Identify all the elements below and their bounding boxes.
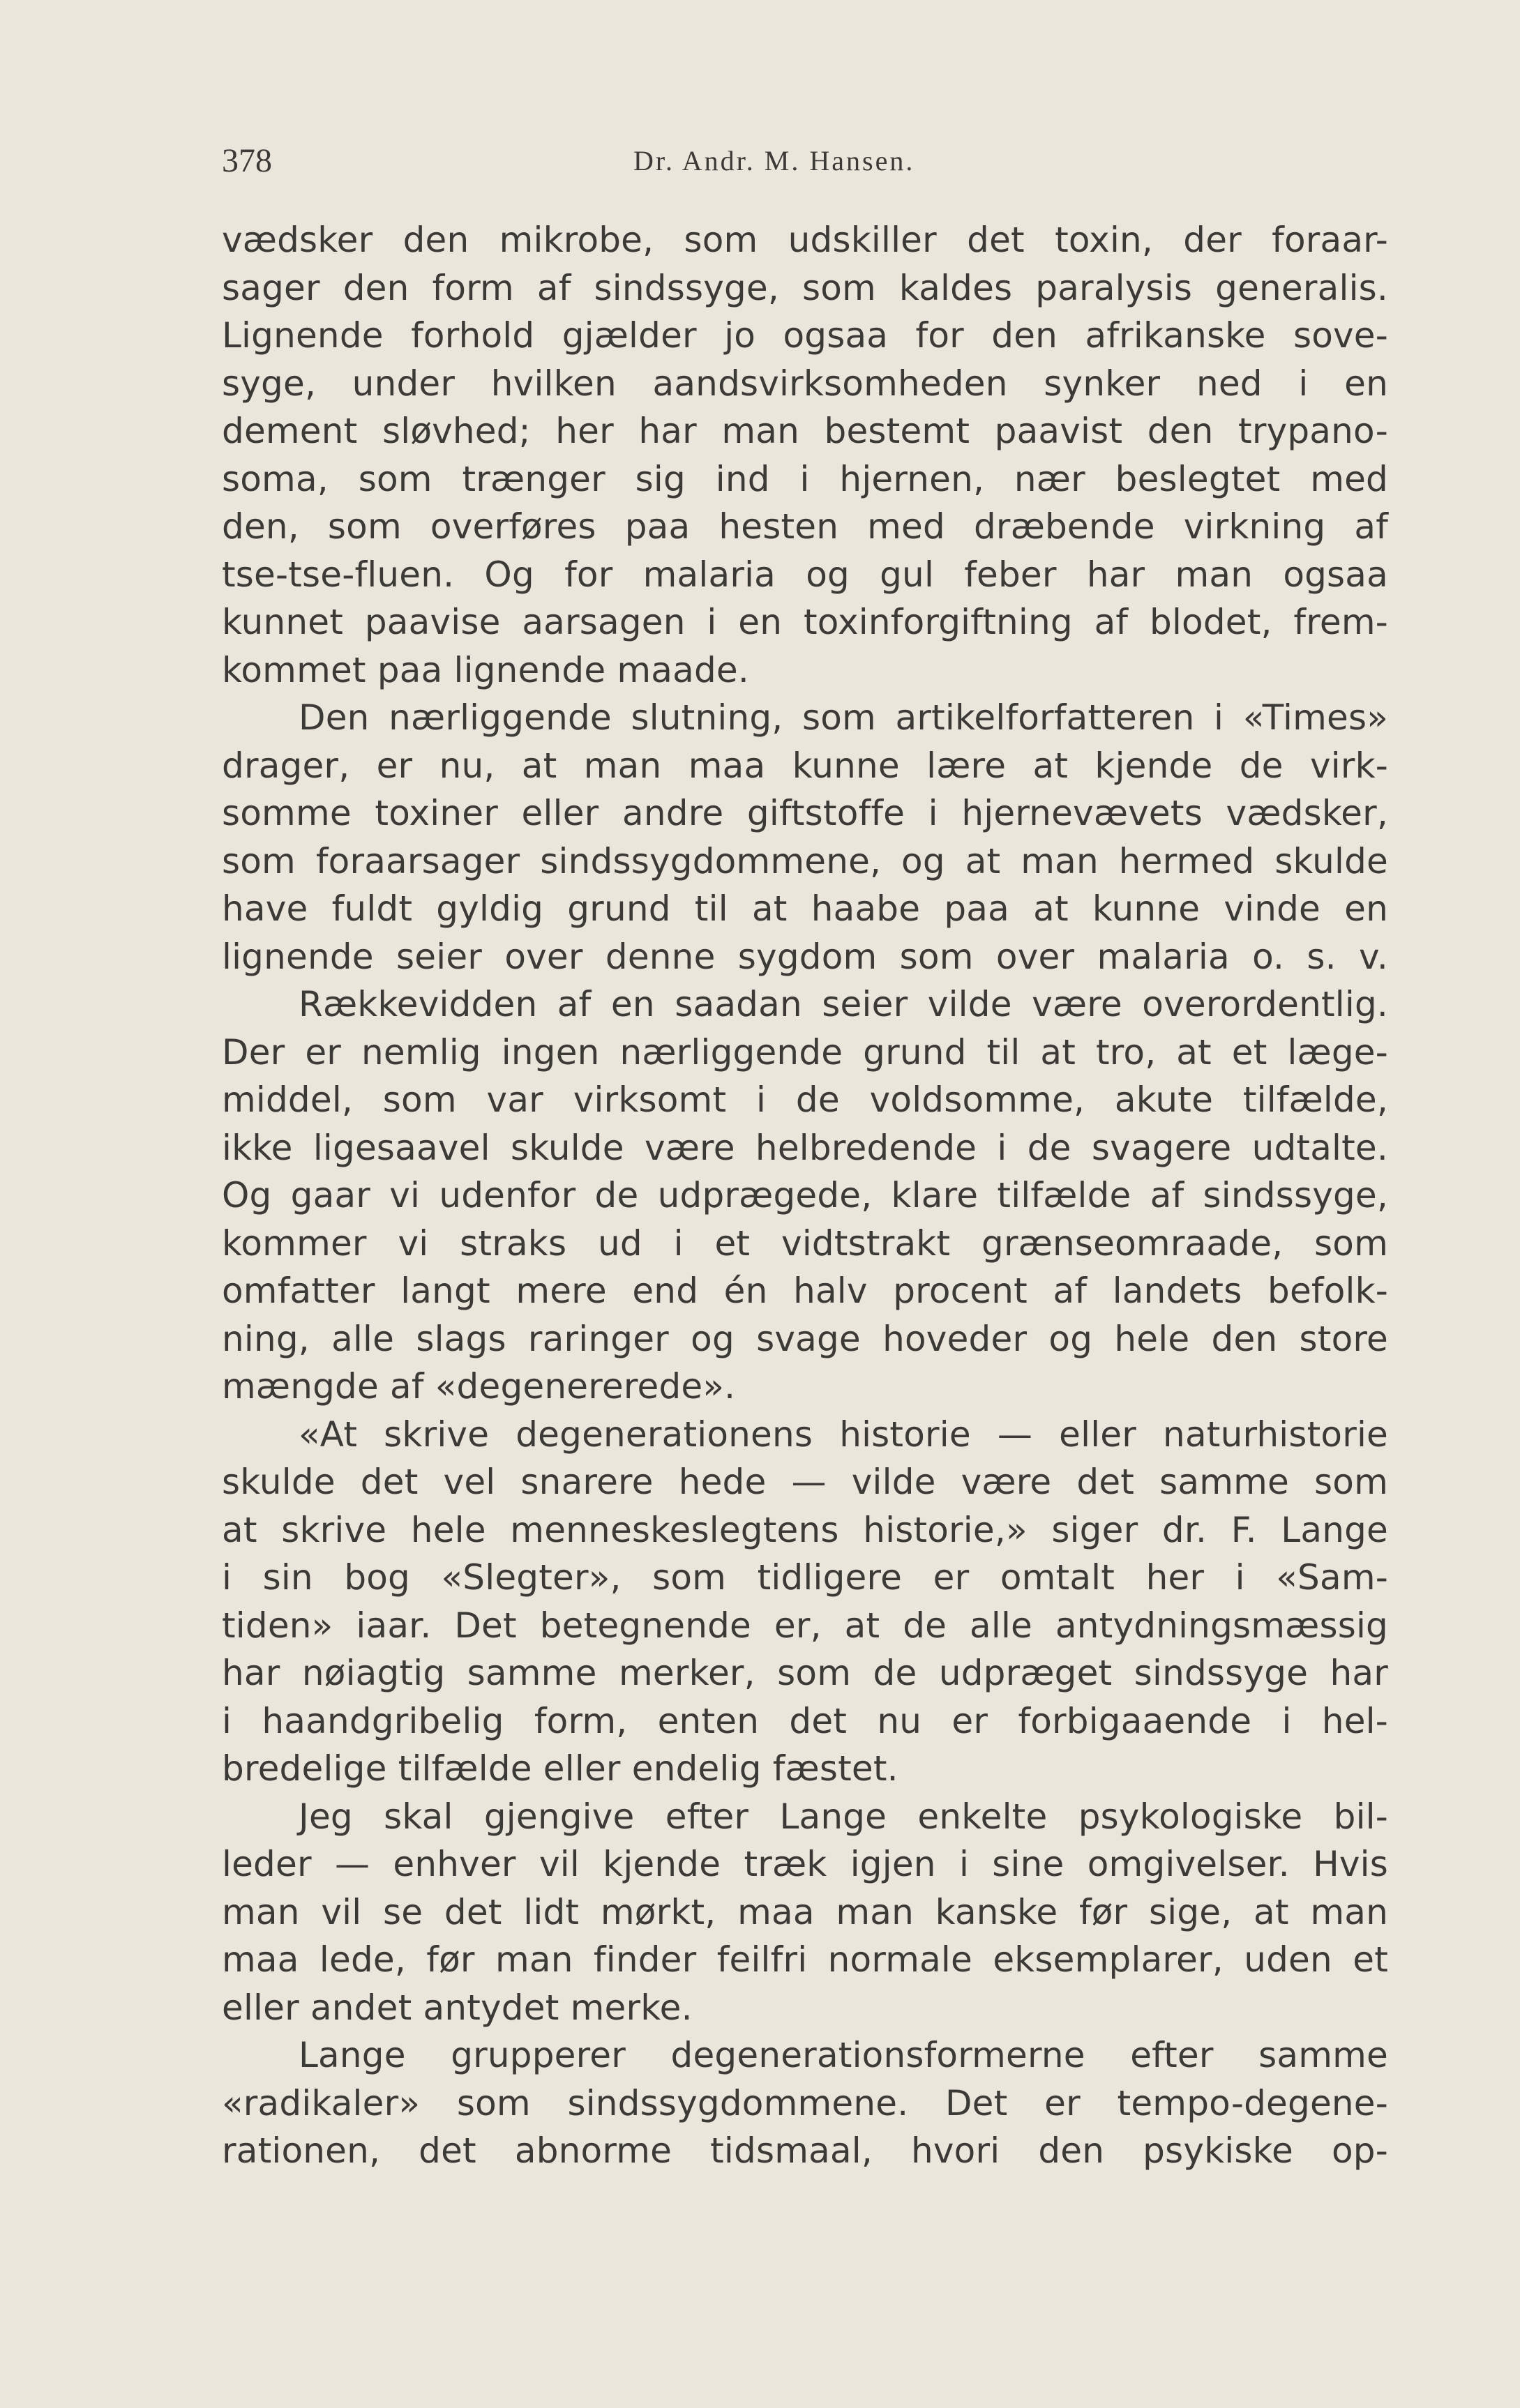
text-line: Og gaar vi udenfor de udprægede, klare tilfælde af sindssyge, [222, 1175, 1388, 1216]
text-line: middel, som var virksomt i de voldsomme, akute tilfælde, [222, 1080, 1388, 1120]
text-line: have fuldt gyldig grund til at haabe paa at kunne vinde en [222, 888, 1388, 929]
text-line: dement sløvhed; her har man bestemt paavist den trypano- [222, 411, 1388, 451]
text-line: eller andet antydet merke. [222, 1987, 693, 2028]
text-line: Lange grupperer degenerationsformerne efter samme [299, 2035, 1388, 2075]
text-line: Jeg skal gjengive efter Lange enkelte psykologiske bil- [299, 1796, 1388, 1837]
text-line: «radikaler» som sindssygdommene. Det er tempo-degene- [222, 2082, 1388, 2123]
text-line: ning, alle slags raringer og svage hoveder og hele den store [222, 1318, 1388, 1359]
text-line: sager den form af sindssyge, som kaldes paralysis generalis. [222, 267, 1388, 308]
text-line: skulde det vel snarere hede — vilde være det samme som [222, 1462, 1388, 1502]
text-line: den, som overføres paa hesten med dræbende virkning af [222, 506, 1388, 547]
text-line: kommer vi straks ud i et vidtstrakt grænseomraade, som [222, 1222, 1388, 1264]
text-line: i haandgribelig form, enten det nu er forbigaaende i hel- [222, 1700, 1388, 1741]
text-line: omfatter langt mere end én halv procent af landets befolk- [222, 1271, 1388, 1311]
text-line: Der er nemlig ingen nærliggende grund til at tro, at et læge- [222, 1031, 1388, 1073]
text-line: ikke ligesaavel skulde være helbredende i de svagere udtalte. [222, 1127, 1388, 1168]
text-line: har nøiagtig samme merker, som de udpræget sindssyge har [222, 1653, 1388, 1693]
text-line: somme toxiner eller andre giftstoffe i hjernevævets vædsker, [222, 793, 1388, 833]
text-line: Den nærliggende slutning, som artikelforfatteren i «Times» [299, 697, 1388, 738]
text-line: soma, som trænger sig ind i hjernen, nær beslegtet med [222, 458, 1388, 499]
text-line: «At skrive degenerationens historie — eller naturhistorie [299, 1414, 1388, 1455]
text-line: Rækkevidden af en saadan seier vilde være overordentlig. [299, 984, 1388, 1024]
running-head: Dr. Andr. M. Hansen. [633, 145, 915, 176]
text-line: som foraarsager sindssygdommene, og at man hermed skulde [222, 840, 1388, 881]
text-line: Lignende forhold gjælder jo ogsaa for den afrikanske sove- [222, 315, 1388, 356]
text-line: leder — enhver vil kjende træk igjen i sine omgivelser. Hvis [222, 1844, 1388, 1884]
text-line: vædsker den mikrobe, som udskiller det toxin, der foraar- [222, 220, 1388, 260]
text-line: lignende seier over denne sygdom som over malaria o. s. v. [222, 936, 1388, 977]
body-text [222, 216, 1388, 2175]
text-line: rationen, det abnorme tidsmaal, hvori den psykiske op- [222, 2130, 1388, 2171]
text-line: maa lede, før man finder feilfri normale eksemplarer, uden et [222, 1939, 1388, 1980]
text-line: kommet paa lignende maade. [222, 649, 749, 690]
text-line: man vil se det lidt mørkt, maa man kanske før sige, at man [222, 1891, 1388, 1932]
page-number: 378 [222, 142, 272, 179]
text-line: mængde af «degenererede». [222, 1366, 736, 1407]
text-line: syge, under hvilken aandsvirksomheden synker ned i en [222, 363, 1388, 404]
text-line: tiden» iaar. Det betegnende er, at de alle antydningsmæssig [222, 1605, 1388, 1646]
text-line: kunnet paavise aarsagen i en toxinforgiftning af blodet, frem- [222, 602, 1388, 642]
page-header [222, 137, 1388, 185]
text-line: drager, er nu, at man maa kunne lære at kjende de virk- [222, 745, 1388, 786]
text-line: tse-tse-fluen. Og for malaria og gul feber har man ogsaa [222, 554, 1388, 595]
text-line: bredelige tilfælde eller endelig fæstet. [222, 1748, 898, 1789]
text-line: at skrive hele menneskeslegtens historie,» siger dr. F. Lange [222, 1509, 1388, 1550]
text-line: i sin bog «Slegter», som tidligere er omtalt her i «Sam- [222, 1557, 1388, 1598]
